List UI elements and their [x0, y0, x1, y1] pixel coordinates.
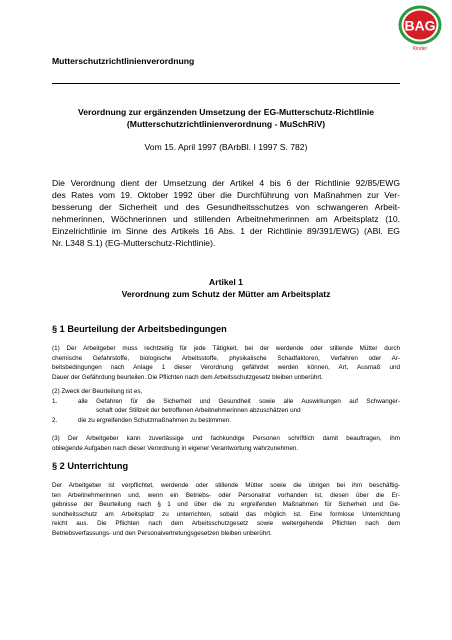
list-number: 1.: [52, 397, 58, 405]
paragraph-line: Betriebsverfassungs- und den Personalvertretungsgesetzen bleiben unberührt.: [52, 529, 272, 537]
title-line-1: Verordnung zur ergänzenden Umsetzung der EG-Mutterschutz-Richtlinie: [77, 107, 375, 117]
list-item: [52, 416, 400, 426]
list-line: die zu ergreifenden Schutzmaßnahmen zu bestimmen.: [78, 416, 231, 424]
section-1-heading: § 1 Beurteilung der Arbeitsbedingungen: [52, 324, 227, 334]
paragraph-line: gebnisse der Beurteilung nach § 1 und über die zu ergreifenden Maßnahmen für Sicherheit und Ge-: [52, 501, 400, 509]
article-title: Verordnung zum Schutz der Mütter am Arbeitsplatz: [121, 289, 331, 299]
paragraph-line: sundheitsschutz am Arbeitsplatz zu unterrichten, sobald das möglich ist. Eine formlose Unterrichtung: [52, 510, 400, 518]
intro-line: Die Verordnung dient der Umsetzung der Artikel 4 bis 6 der Richtlinie 92/85/EWG: [52, 178, 400, 188]
bag-logo: [397, 4, 443, 54]
paragraph-line: reicht aus. Die Pflichten nach dem Arbeitsschutzgesetz sowie weitergehende Pflichten nach dem: [52, 520, 400, 528]
list-line: schaft oder Stillzeit der betroffenen Arbeitnehmerinnen abzuschätzen und: [96, 407, 301, 415]
paragraph-line: (1) Der Arbeitgeber muss rechtzeitig für jede Tätigkeit, bei der werdende oder stillende Mütter durch: [52, 345, 400, 352]
section-1-paragraph-1: [52, 344, 400, 382]
paragraph-line: obliegende Aufgaben nach dieser Verordnung in eigener Verantwortung wahrzunehmen.: [52, 444, 299, 452]
section-2-heading: § 2 Unterrichtung: [52, 461, 129, 471]
intro-line: Nr. L348 S.1) (EG-Mutterschutz-Richtlinie).: [52, 238, 216, 249]
paragraph-line: (3) Der Arbeitgeber kann zuverlässige und fachkundige Personen schriftlich damit beauftragen, ihm: [52, 435, 400, 442]
paragraph-line: ten Arbeitnehmerinnen und, wenn ein Betriebs- oder Personalrat vorhanden ist, diesen über die Er-: [52, 491, 400, 499]
section-1-paragraph-3: [52, 434, 400, 453]
article-heading: [52, 276, 400, 300]
intro-line: Einzelrichtlinie im Sinne des Artikels 16 Abs. 1 der Richtlinie 89/391/EWG) (ABl. EG: [52, 226, 400, 237]
intro-line: nehmerinnen, Wöchnerinnen und stillenden Arbeitnehmerinnen am Arbeitsplatz (10.: [52, 214, 400, 225]
document-title: [52, 106, 400, 130]
list-number: 2.: [52, 416, 58, 424]
article-number: Artikel 1: [209, 277, 243, 287]
list-line: alle Gefahren für die Sicherheit und Gesundheit sowie alle Auswirkungen auf Schwanger-: [78, 397, 400, 405]
section-1-paragraph-2: [52, 387, 400, 425]
header-rule: [52, 83, 400, 84]
logo-subtext: Kinder: [412, 46, 428, 52]
paragraph-line: Dauer der Gefährdung beurteilen. Die Pflichten nach dem Arbeitsschutzgesetz bleiben unberührt.: [52, 373, 323, 381]
intro-paragraph: [52, 177, 400, 250]
paragraph-line: Der Arbeitgeber ist verpflichtet, werdende oder stillende Mütter sowie die übrigen bei ihm beschäftig-: [52, 482, 400, 489]
logo-text: BAG: [404, 17, 436, 34]
list-item: [52, 397, 400, 416]
date-line: Vom 15. April 1997 (BArbBl. I 1997 S. 782): [144, 142, 308, 152]
paragraph-line: beitsbedingungen nach Anlage 1 dieser Verordnung gefährdet werden können, Art, Ausmaß und: [52, 364, 400, 372]
intro-line: besserung der Sicherheit und des Gesundheitsschutzes von schwangeren Arbeit-: [52, 202, 400, 213]
bag-logo-icon: [397, 4, 443, 46]
paragraph-line: (2) Zweck der Beurteilung ist es,: [52, 388, 143, 395]
header-title: Mutterschutzrichtlinienverordnung: [52, 56, 195, 66]
section-2-paragraph: [52, 481, 400, 539]
paragraph-line: chemische Gefahrstoffe, biologische Arbeitsstoffe, physikalische Schadfaktoren, Verfahren oder Ar-: [52, 354, 400, 362]
intro-line: des Rates vom 19. Oktober 1992 über die Durchführung von Maßnahmen zur Ver-: [52, 190, 400, 201]
title-line-2: (Mutterschutzrichtlinienverordnung - MuSchRiV): [126, 119, 326, 129]
